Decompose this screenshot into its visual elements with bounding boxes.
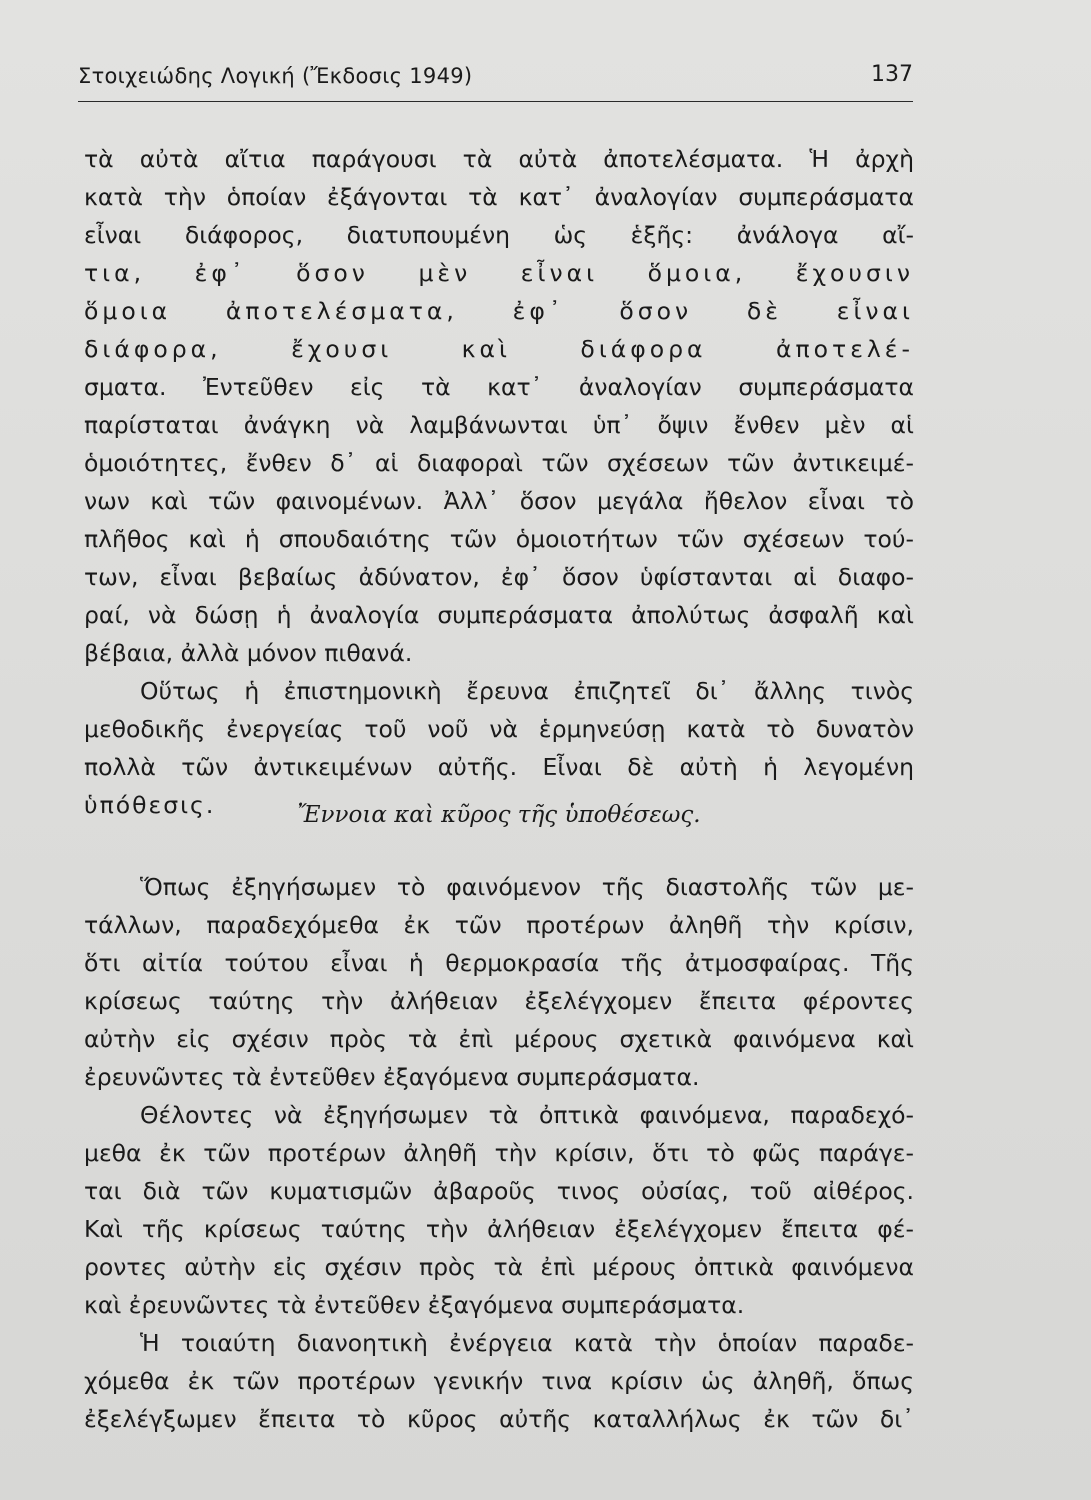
text-line: ἐξελέγξωμεν ἔπειτα τὸ κῦρος αὐτῆς καταλλήλως ἐκ τῶν δι᾽ [84,1405,914,1433]
text-line: τια, ἐφ᾽ ὅσον μὲν εἶναι ὅμοια, ἔχουσιν [84,259,914,287]
text-line: πλῆθος καὶ ἡ σπουδαιότης τῶν ὁμοιοτήτων τῶν σχέσεων τού- [84,525,914,553]
text-line: Θέλοντες νὰ ἐξηγήσωμεν τὰ ὀπτικὰ φαινόμενα, παραδεχό- [140,1101,914,1129]
section-heading: Ἔννοια καὶ κῦρος τῆς ὑποθέσεως. [297,802,701,828]
text-line: Ὅπως ἐξηγήσωμεν τὸ φαινόμενον τῆς διαστολῆς τῶν με- [140,873,914,901]
text-line: ὁμοιότητες, ἔνθεν δ᾽ αἱ διαφοραὶ τῶν σχέσεων τῶν ἀντικειμέ- [84,449,914,477]
text-line: μεθοδικῆς ἐνεργείας τοῦ νοῦ νὰ ἑρμηνεύσῃ κατὰ τὸ δυνατὸν [84,715,914,743]
text-line: ὅτι αἰτία τούτου εἶναι ἡ θερμοκρασία τῆς ἀτμοσφαίρας. Τῆς [84,949,914,977]
text-line: διάφορα, ἔχουσι καὶ διάφορα ἀποτελέ- [84,335,914,363]
text-line: Ἡ τοιαύτη διανοητικὴ ἐνέργεια κατὰ τὴν ὁποίαν παραδε- [140,1329,914,1357]
running-head [78,62,913,102]
text-line: βέβαια, ἀλλὰ μόνον πιθανά. [84,639,413,667]
text-line: ὅμοια ἀποτελέσματα, ἐφ᾽ ὅσον δὲ εἶναι [84,297,914,325]
text-line: ραί, νὰ δώσῃ ἡ ἀναλογία συμπεράσματα ἀπολύτως ἀσφαλῆ καὶ [84,601,914,629]
text-line: σματα. Ἐντεῦθεν εἰς τὰ κατ᾽ ἀναλογίαν συμπεράσματα [84,373,914,401]
running-title: Στοιχειώδης Λογική (Ἔκδοσις 1949) [78,64,473,88]
text-line: παρίσταται ἀνάγκη νὰ λαμβάνωνται ὑπ᾽ ὄψιν ἔνθεν μὲν αἱ [84,411,914,439]
text-line: νων καὶ τῶν φαινομένων. Ἀλλ᾽ ὅσον μεγάλα ἤθελον εἶναι τὸ [84,487,914,515]
text-line: ἐρευνῶντες τὰ ἐντεῦθεν ἐξαγόμενα συμπεράσματα. [84,1063,700,1091]
header-rule [78,101,913,102]
text-line: Καὶ τῆς κρίσεως ταύτης τὴν ἀλήθειαν ἐξελέγχομεν ἔπειτα φέ- [84,1215,914,1243]
text-line: τάλλων, παραδεχόμεθα ἐκ τῶν προτέρων ἀληθῆ τὴν κρίσιν, [84,911,914,939]
text-line: χόμεθα ἐκ τῶν προτέρων γενικήν τινα κρίσιν ὡς ἀληθῆ, ὅπως [84,1367,914,1395]
text-line: τὰ αὐτὰ αἴτια παράγουσι τὰ αὐτὰ ἀποτελέσματα. Ἡ ἀρχὴ [84,145,914,173]
text-line: κατὰ τὴν ὁποίαν ἐξάγονται τὰ κατ᾽ ἀναλογίαν συμπεράσματα [84,183,914,211]
text-line: ται διὰ τῶν κυματισμῶν ἀβαροῦς τινος οὐσίας, τοῦ αἰθέρος. [84,1177,914,1205]
text-line: κρίσεως ταύτης τὴν ἀλήθειαν ἐξελέγχομεν ἔπειτα φέροντες [84,987,914,1015]
text-line: ροντες αὐτὴν εἰς σχέσιν πρὸς τὰ ἐπὶ μέρους ὀπτικὰ φαινόμενα [84,1253,914,1281]
text-line: καὶ ἐρευνῶντες τὰ ἐντεῦθεν ἐξαγόμενα συμπεράσματα. [84,1291,745,1319]
paragraph-block-1 [84,140,914,824]
text-line: αὐτὴν εἰς σχέσιν πρὸς τὰ ἐπὶ μέρους σχετικὰ φαινόμενα καὶ [84,1025,914,1053]
paragraph-block-2 [84,868,914,1438]
text-line: πολλὰ τῶν ἀντικειμένων αὐτῆς. Εἶναι δὲ αὐτὴ ἡ λεγομένη [84,753,914,781]
text-line: ὑπόθεσις. [84,791,216,819]
text-line: εἶναι διάφορος, διατυπουμένη ὡς ἑξῆς: ἀνάλογα αἴ- [84,221,914,249]
page-number: 137 [871,62,913,87]
text-line: μεθα ἐκ τῶν προτέρων ἀληθῆ τὴν κρίσιν, ὅτι τὸ φῶς παράγε- [84,1139,914,1167]
text-line: Οὕτως ἡ ἐπιστημονικὴ ἔρευνα ἐπιζητεῖ δι᾽ ἄλλης τινὸς [140,677,914,705]
text-line: των, εἶναι βεβαίως ἀδύνατον, ἐφ᾽ ὅσον ὑφίστανται αἱ διαφο- [84,563,914,591]
